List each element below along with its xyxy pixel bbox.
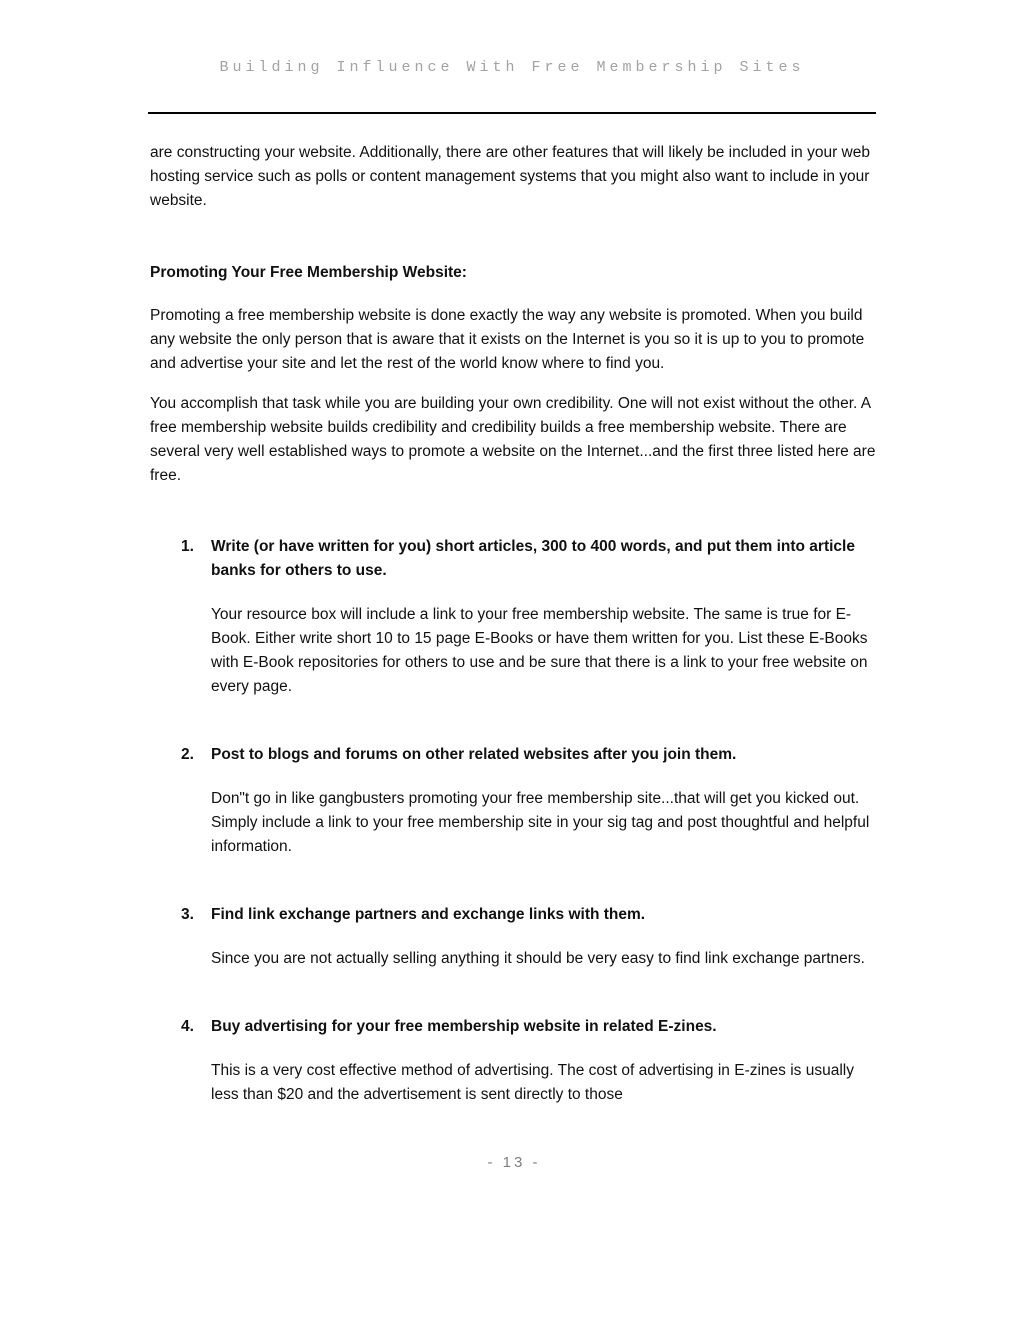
list-item-heading: Buy advertising for your free membership website in related E-zines. — [211, 1018, 717, 1035]
list-item — [150, 1015, 878, 1107]
section-heading: Promoting Your Free Membership Website: — [150, 264, 467, 281]
numbered-list — [150, 535, 878, 1107]
list-item — [150, 743, 878, 859]
list-item-content — [211, 1015, 878, 1107]
list-item-number: 3. — [181, 906, 194, 923]
list-item-heading: Find link exchange partners and exchange links with them. — [211, 906, 646, 923]
list-item-number: 1. — [181, 538, 194, 555]
list-item-content — [211, 743, 878, 859]
body-paragraph: You accomplish that task while you are building your own credibility. One will not exist without the other. A free membership website builds credibility and credibility builds a free membership website. There are several very well established ways to promote a website on the Internet...and the first three listed here are free. — [150, 395, 876, 484]
list-item-heading: Write (or have written for you) short articles, 300 to 400 words, and put them into article banks for others to use. — [211, 538, 855, 579]
page-body — [150, 141, 878, 1175]
page-header-title: Building Influence With Free Membership Sites — [219, 59, 805, 76]
list-item-text: Your resource box will include a link to your free membership website. The same is true for E-Book. Either write short 10 to 15 page E-Books or have them written for you. List these E-Books with E-Book repositories for others to use and be sure that there is a link to your free website on every page. — [211, 606, 868, 695]
list-item-heading: Post to blogs and forums on other related websites after you join them. — [211, 746, 737, 763]
header-divider — [148, 112, 876, 114]
list-item-text: Since you are not actually selling anything it should be very easy to find link exchange partners. — [211, 950, 865, 967]
list-item-number: 2. — [181, 746, 194, 763]
list-item-text: This is a very cost effective method of advertising. The cost of advertising in E-zines is usually less than $20 and the advertisement is sent directly to those — [211, 1062, 854, 1103]
page-number: - 13 - — [487, 1154, 541, 1171]
body-paragraph: Promoting a free membership website is done exactly the way any website is promoted. When you build any website the only person that is aware that it exists on the Internet is you so it is up to you to promote and advertise your site and let the rest of the world know where to find you. — [150, 307, 865, 372]
list-item-number: 4. — [181, 1018, 194, 1035]
list-item — [150, 903, 878, 971]
list-item-content — [211, 535, 878, 699]
list-item-text: Don"t go in like gangbusters promoting your free membership site...that will get you kicked out. Simply include a link to your free membership site in your sig tag and post thoughtful and helpful information. — [211, 790, 870, 855]
list-item — [150, 535, 878, 699]
intro-paragraph: are constructing your website. Additionally, there are other features that will likely be included in your web hosting service such as polls or content management systems that you might also want to include in your website. — [150, 144, 870, 209]
list-item-content — [211, 903, 878, 971]
